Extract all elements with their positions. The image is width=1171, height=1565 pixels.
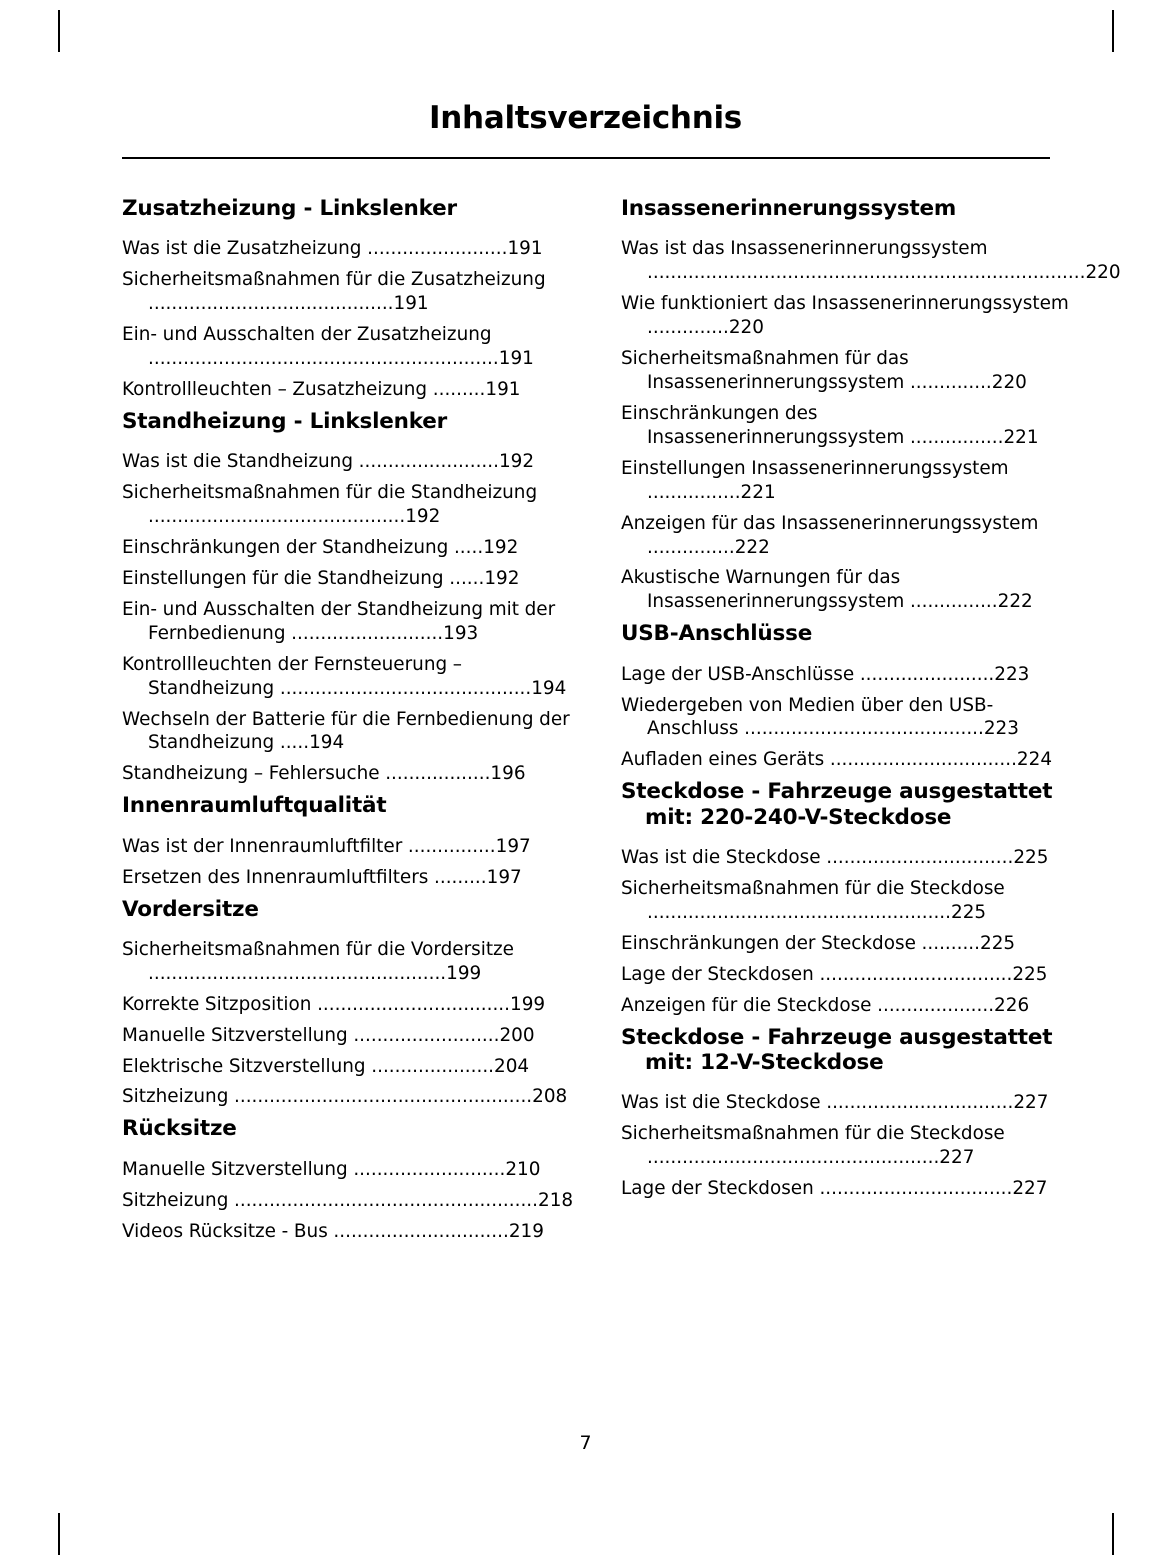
toc-entry-label: Was ist die Standheizung xyxy=(122,451,359,473)
toc-entry[interactable] xyxy=(621,1122,1074,1170)
toc-entry-label: Ein- und Ausschalten der Zusatzheizung xyxy=(122,324,492,346)
toc-columns xyxy=(122,196,1121,1251)
toc-entry-label: Sitzheizung xyxy=(122,1086,235,1108)
title-divider xyxy=(122,157,1050,159)
toc-entry-label: Wechseln der Batterie für die Fernbedienung der Standheizung xyxy=(122,708,570,754)
toc-entry-leader: .............. xyxy=(909,371,992,393)
toc-entry-leader: ............................................................ xyxy=(148,348,499,370)
toc-entry-leader: ................................ xyxy=(826,847,1014,869)
section-heading: Steckdose - Fahrzeuge ausgestattet mit: 12-V-Steckdose xyxy=(621,1024,1053,1075)
toc-entry-label: Aufladen eines Geräts xyxy=(621,749,830,771)
toc-entry-label: Videos Rücksitze - Bus xyxy=(122,1220,334,1242)
toc-entry[interactable] xyxy=(122,598,575,646)
toc-entry[interactable] xyxy=(621,694,1074,742)
toc-entry[interactable] xyxy=(621,932,1074,956)
toc-entry-label: Lage der USB-Anschlüsse xyxy=(621,663,860,685)
toc-entry[interactable] xyxy=(122,567,575,591)
toc-entry-label: Einschränkungen der Standheizung xyxy=(122,537,454,559)
section-heading: Standheizung - Linkslenker xyxy=(122,408,448,434)
toc-entry-label: Einstellungen Insassenerinnerungssystem xyxy=(621,457,1009,479)
toc-entry-label: Sicherheitsmaßnahmen für die Zusatzheizung xyxy=(122,269,546,291)
toc-entry-page: 221 xyxy=(740,481,776,503)
toc-entry-page: 192 xyxy=(484,567,520,589)
toc-entry[interactable] xyxy=(122,1024,575,1048)
toc-entry-label: Manuelle Sitzverstellung xyxy=(122,1024,354,1046)
toc-entry-label: Manuelle Sitzverstellung xyxy=(122,1158,354,1180)
crop-mark-top-right xyxy=(1112,10,1114,52)
toc-entry-label: Einschränkungen des Insassenerinnerungssystem xyxy=(621,402,910,448)
toc-entry-label: Einstellungen für die Standheizung xyxy=(122,567,450,589)
toc-entry-label: Lage der Steckdosen xyxy=(621,963,820,985)
toc-entry[interactable] xyxy=(621,402,1074,450)
toc-entry-page: 227 xyxy=(1013,1092,1049,1114)
toc-entry-page: 200 xyxy=(499,1024,535,1046)
crop-mark-bottom-left xyxy=(58,1513,60,1555)
toc-entry[interactable] xyxy=(621,877,1074,925)
toc-entry-leader: ......................... xyxy=(353,1024,500,1046)
toc-entry-label: Kontrollleuchten – Zusatzheizung xyxy=(122,378,433,400)
toc-entry-page: 192 xyxy=(498,451,535,473)
toc-entry-page: 220 xyxy=(1085,262,1121,284)
toc-entry-page: 225 xyxy=(951,901,987,923)
crop-mark-top-left xyxy=(58,10,60,52)
toc-entry-page: 218 xyxy=(538,1189,574,1211)
toc-entry-label: Kontrollleuchten der Fernsteuerung – Standheizung xyxy=(122,653,463,699)
toc-entry[interactable] xyxy=(621,963,1074,987)
toc-entry[interactable] xyxy=(621,457,1074,505)
toc-entry-leader: .................................................. xyxy=(647,1147,940,1169)
toc-entry-leader: ................................ xyxy=(829,749,1017,771)
toc-entry[interactable] xyxy=(621,1177,1074,1201)
toc-entry-page: 221 xyxy=(1003,426,1039,448)
toc-column-right xyxy=(621,196,1121,1251)
toc-entry-label: Anzeigen für das Insassenerinnerungssystem xyxy=(621,512,1039,534)
toc-entry-page: 222 xyxy=(997,591,1033,613)
toc-entry[interactable] xyxy=(122,1158,575,1182)
toc-entry-label: Sicherheitsmaßnahmen für die Standheizung xyxy=(122,482,538,504)
toc-entry-page: 191 xyxy=(507,238,543,260)
toc-entry-leader: ..... xyxy=(279,732,310,754)
section-heading: Rücksitze xyxy=(122,1116,237,1142)
toc-entry-label: Korrekte Sitzposition xyxy=(122,993,318,1015)
toc-entry-label: Elektrische Sitzverstellung xyxy=(122,1055,372,1077)
toc-column-left xyxy=(122,196,575,1251)
toc-entry[interactable] xyxy=(621,1091,1074,1115)
toc-entry[interactable] xyxy=(122,323,575,371)
toc-entry[interactable] xyxy=(122,653,575,701)
toc-entry-page: 193 xyxy=(443,622,479,644)
toc-entry[interactable] xyxy=(621,748,1074,772)
toc-entry-leader: ......................................... xyxy=(744,718,984,740)
toc-entry-label: Was ist die Steckdose xyxy=(621,847,827,869)
section-heading: Innenraumluftqualität xyxy=(122,793,387,819)
section-heading: Zusatzheizung - Linkslenker xyxy=(122,196,457,221)
toc-entry[interactable] xyxy=(122,1189,575,1213)
toc-entry-page: 227 xyxy=(1012,1178,1048,1200)
toc-entry[interactable] xyxy=(621,237,1121,285)
toc-entry-label: Sicherheitsmaßnahmen für die Steckdose xyxy=(621,1123,1005,1145)
toc-entry-leader: .............. xyxy=(647,317,729,339)
toc-entry-leader: ........................................................................... xyxy=(647,262,1086,284)
toc-entry-page: 191 xyxy=(498,348,534,370)
toc-entry-label: Was ist die Zusatzheizung xyxy=(122,238,368,260)
toc-entry-page: 225 xyxy=(980,932,1016,954)
toc-entry[interactable] xyxy=(122,378,575,402)
section-heading: Steckdose - Fahrzeuge ausgestattet mit: 220-240-V-Steckdose xyxy=(621,779,1053,830)
toc-entry[interactable] xyxy=(621,994,1074,1018)
toc-entry-leader: ......... xyxy=(434,866,487,888)
toc-entry-leader: ................................. xyxy=(819,963,1013,985)
toc-entry[interactable] xyxy=(122,762,575,786)
toc-entry[interactable] xyxy=(122,835,575,859)
toc-entry-leader: ....................... xyxy=(859,663,995,685)
toc-entry-label: Was ist der Innenraumluftfilter xyxy=(122,835,408,857)
toc-entry-label: Sicherheitsmaßnahmen für die Steckdose xyxy=(621,877,1005,899)
toc-entry[interactable] xyxy=(122,1085,575,1109)
toc-entry[interactable] xyxy=(621,512,1074,560)
crop-mark-bottom-right xyxy=(1112,1513,1114,1555)
toc-entry-page: 194 xyxy=(531,677,567,699)
toc-entry-page: 194 xyxy=(309,732,345,754)
toc-entry-label: Was ist das Insassenerinnerungssystem xyxy=(621,238,988,260)
toc-entry-leader: ................................. xyxy=(317,993,510,1015)
toc-entry-leader: ................................ xyxy=(826,1092,1014,1114)
toc-entry-page: 199 xyxy=(446,962,482,984)
section-heading: USB-Anschlüsse xyxy=(621,621,813,647)
toc-entry-label: Sitzheizung xyxy=(122,1189,235,1211)
toc-entry[interactable] xyxy=(122,938,575,986)
toc-entry-page: 210 xyxy=(505,1158,541,1180)
toc-entry-leader: ............................................ xyxy=(148,506,406,528)
toc-entry-leader: ........................................... xyxy=(279,677,532,699)
toc-entry[interactable] xyxy=(122,708,575,756)
toc-entry-page: 191 xyxy=(393,293,429,315)
toc-entry-leader: .............................. xyxy=(333,1220,509,1242)
toc-entry[interactable] xyxy=(122,268,575,316)
toc-entry-leader: ................ xyxy=(647,481,741,503)
toc-entry-leader: ..... xyxy=(453,537,484,559)
toc-entry-leader: .................. xyxy=(385,763,491,785)
toc-entry-leader: ............... xyxy=(647,536,735,558)
toc-entry-label: Wiedergeben von Medien über den USB-Anschluss xyxy=(621,694,994,740)
toc-entry-label: Lage der Steckdosen xyxy=(621,1178,820,1200)
toc-entry[interactable] xyxy=(122,536,575,560)
toc-entry-leader: ........................ xyxy=(358,451,499,473)
toc-entry-label: Anzeigen für die Steckdose xyxy=(621,994,878,1016)
toc-entry-leader: ......... xyxy=(432,378,486,400)
toc-entry[interactable] xyxy=(122,481,575,529)
toc-entry-page: 220 xyxy=(728,317,764,339)
toc-entry-leader: .................................................... xyxy=(234,1189,539,1211)
toc-entry[interactable] xyxy=(122,1055,575,1079)
toc-entry-page: 222 xyxy=(734,536,770,558)
toc-entry-label: Einschränkungen der Steckdose xyxy=(621,932,922,954)
toc-entry-label: Sicherheitsmaßnahmen für das Insassenerinnerungssystem xyxy=(621,348,910,393)
toc-entry[interactable] xyxy=(122,450,575,474)
toc-entry-label: Standheizung – Fehlersuche xyxy=(122,763,386,785)
toc-entry-page: 192 xyxy=(483,537,519,559)
toc-entry-page: 226 xyxy=(994,994,1030,1016)
toc-entry-page: 225 xyxy=(1013,847,1049,869)
toc-entry-leader: ............... xyxy=(909,591,998,613)
toc-entry-page: 191 xyxy=(485,378,521,400)
toc-entry-label: Sicherheitsmaßnahmen für die Vordersitze xyxy=(122,938,514,960)
toc-entry-leader: .................... xyxy=(877,994,995,1016)
toc-entry-page: 199 xyxy=(510,993,546,1015)
toc-entry-leader: ............... xyxy=(407,835,496,857)
page-number: 7 xyxy=(579,1432,592,1454)
toc-entry-page: 208 xyxy=(532,1086,568,1108)
toc-entry-label: Wie funktioniert das Insassenerinnerungssystem xyxy=(621,293,1069,315)
toc-entry[interactable] xyxy=(621,663,1074,687)
toc-entry-leader: .......................................... xyxy=(148,293,394,315)
toc-entry[interactable] xyxy=(621,292,1074,340)
toc-entry-leader: ..................... xyxy=(371,1055,495,1077)
toc-entry-label: Akustische Warnungen für das Insassenerinnerungssystem xyxy=(621,567,910,613)
toc-entry-label: Ersetzen des Innenraumluftfilters xyxy=(122,866,435,888)
toc-entry-leader: ................................................... xyxy=(148,962,447,984)
toc-entry-leader: .......................... xyxy=(353,1158,506,1180)
toc-entry-leader: .......................... xyxy=(291,622,444,644)
toc-entry[interactable] xyxy=(122,237,575,261)
toc-entry-page: 219 xyxy=(508,1220,544,1242)
toc-entry-label: Ein- und Ausschalten der Standheizung mit der Fernbedienung xyxy=(122,598,556,644)
section-heading: Insassenerinnerungssystem xyxy=(621,196,957,221)
toc-entry-leader: ................................................... xyxy=(234,1086,533,1108)
toc-entry-page: 225 xyxy=(1012,963,1048,985)
toc-entry[interactable] xyxy=(621,347,1074,395)
toc-entry[interactable] xyxy=(122,993,575,1017)
toc-entry-page: 223 xyxy=(994,663,1030,685)
toc-entry-leader: ........................ xyxy=(367,238,508,260)
toc-entry[interactable] xyxy=(621,846,1074,870)
toc-entry-page: 223 xyxy=(983,718,1019,740)
toc-entry-page: 197 xyxy=(495,835,531,857)
toc-entry[interactable] xyxy=(122,1220,575,1244)
toc-entry-page: 192 xyxy=(405,506,441,528)
toc-entry-page: 220 xyxy=(991,371,1027,393)
toc-entry-leader: ................................. xyxy=(819,1178,1013,1200)
toc-entry[interactable] xyxy=(621,566,1074,614)
toc-entry[interactable] xyxy=(122,866,575,890)
toc-entry-page: 196 xyxy=(490,763,526,785)
toc-entry-leader: ...... xyxy=(449,567,485,589)
section-heading: Vordersitze xyxy=(122,896,259,922)
toc-entry-leader: .................................................... xyxy=(647,901,951,923)
toc-entry-page: 227 xyxy=(939,1147,975,1169)
toc-entry-label: Was ist die Steckdose xyxy=(621,1092,827,1114)
toc-entry-leader: ................ xyxy=(909,426,1004,448)
toc-entry-page: 204 xyxy=(494,1055,530,1077)
page-title: Inhaltsverzeichnis xyxy=(429,100,742,136)
toc-entry-page: 197 xyxy=(486,866,522,888)
toc-entry-leader: .......... xyxy=(921,932,980,954)
toc-entry-page: 224 xyxy=(1016,749,1053,771)
